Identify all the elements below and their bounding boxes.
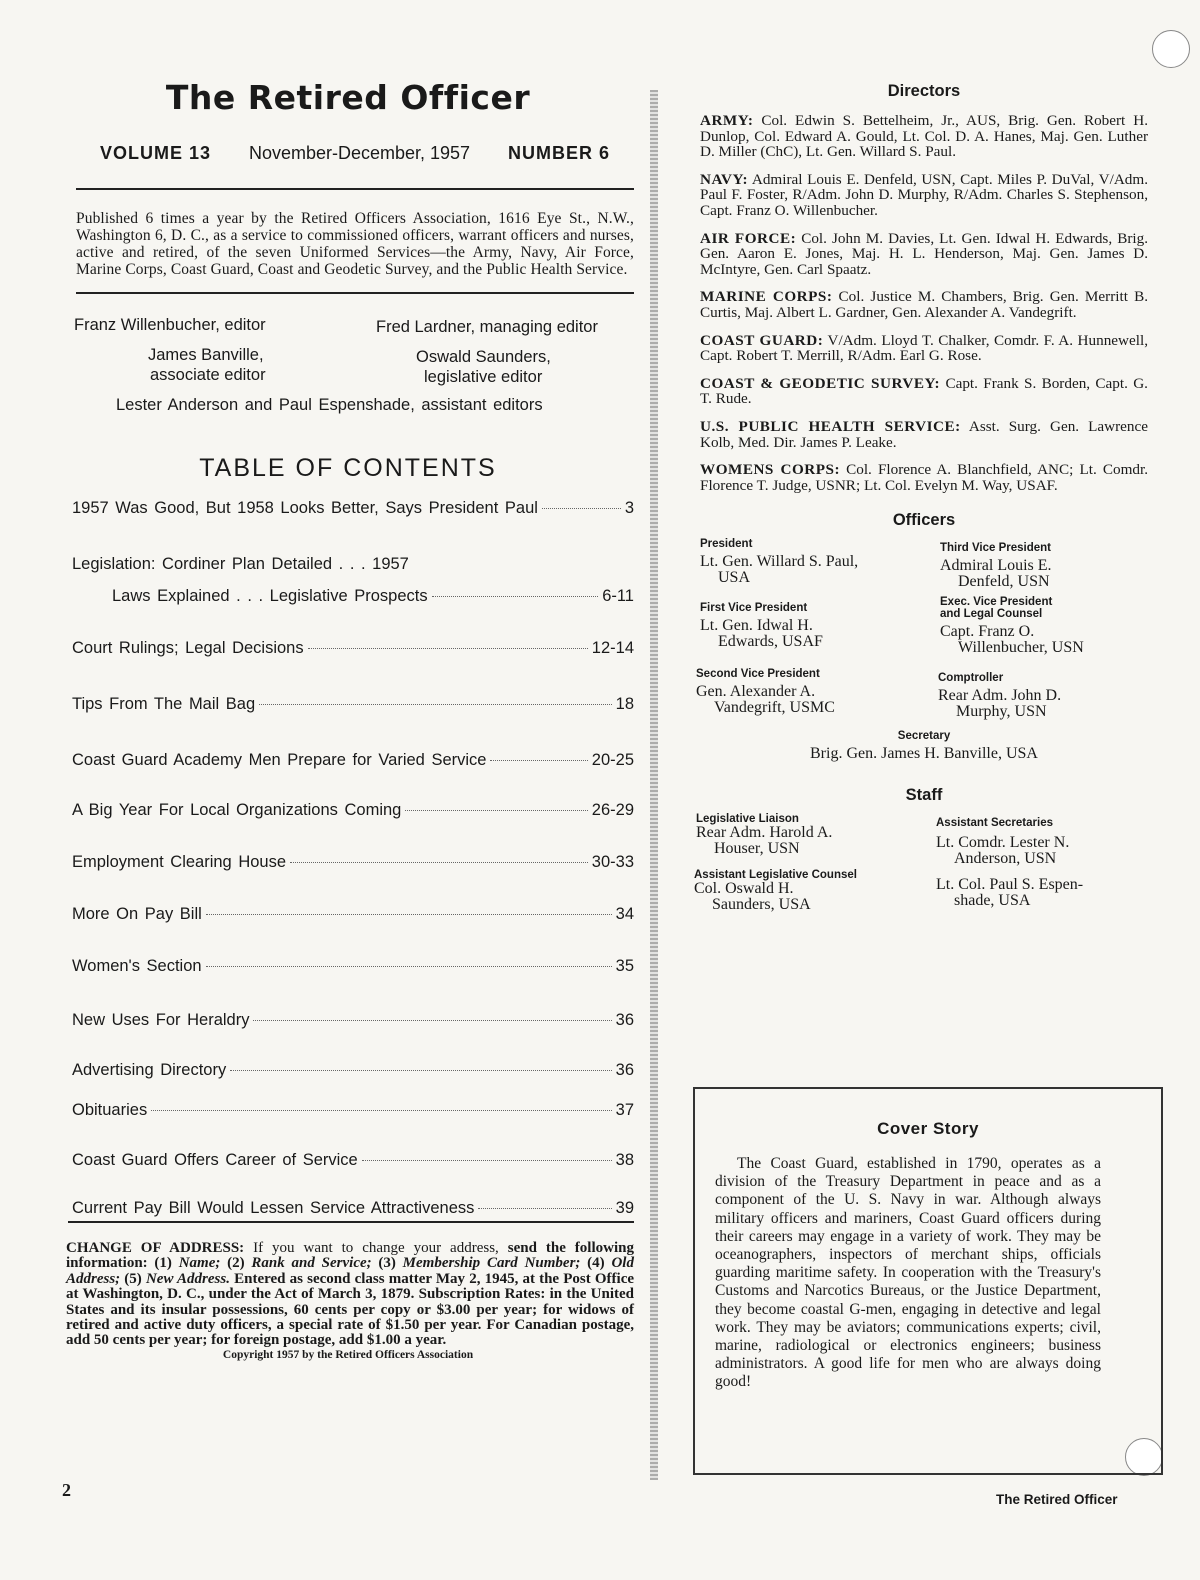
liaison-label: Legislative Liaison bbox=[696, 813, 799, 826]
toc-item-title: Laws Explained . . . Legislative Prospects bbox=[112, 587, 428, 605]
change-item: New Address. bbox=[145, 1270, 230, 1287]
change-text: (5) bbox=[120, 1270, 146, 1287]
toc-item-title: Coast Guard Offers Career of Service bbox=[72, 1151, 358, 1169]
legislative-editor-role: legislative editor bbox=[424, 368, 543, 386]
director-group-label: MARINE CORPS: bbox=[700, 288, 833, 306]
volume-line bbox=[100, 143, 610, 164]
director-group-names: Col. John M. Davies, Lt. Gen. Idwal H. Edwards, Brig. Gen. Aaron E. Jones, Maj. H. L. Henderson, Maj. Gen. James D. McIntyre, Gen. Carl Spaatz. bbox=[700, 229, 1148, 278]
toc-dot-leader bbox=[490, 760, 587, 761]
toc-item-page: 3 bbox=[624, 499, 634, 517]
toc-dot-leader bbox=[206, 914, 612, 915]
director-group-names: Col. Florence A. Blanchfield, ANC; Lt. Comdr. Florence T. Judge, USNR; Lt. Col. Evelyn M. Way, USAF. bbox=[700, 461, 1148, 494]
issue-date: November-December, 1957 bbox=[248, 143, 471, 163]
director-group-label: WOMENS CORPS: bbox=[700, 461, 841, 479]
third-vp-label: Third Vice President bbox=[940, 542, 1051, 555]
staff-block bbox=[694, 813, 1148, 923]
change-text: (2) bbox=[220, 1255, 252, 1272]
toc-item-title: A Big Year For Local Organizations Coming bbox=[72, 801, 402, 819]
toc-item bbox=[72, 695, 634, 714]
secretary-label: Secretary bbox=[897, 730, 951, 743]
publication-note: Published 6 times a year by the Retired Officers Association, 1616 Eye St., N.W., Washington 6, D. C., as a service to commissioned officers, warrant officers and nurses, active and retired, of the seven Uniformed Services—the Army, Navy, Air Force, Marine Corps, Coast Guard, Coast and Geodetic Survey, and the Public Health Service. bbox=[76, 210, 634, 278]
toc-item-page: 18 bbox=[615, 695, 634, 713]
director-group bbox=[700, 333, 1148, 364]
change-item: Name; bbox=[178, 1255, 221, 1272]
change-bold: send the following information: (1) bbox=[66, 1240, 634, 1272]
change-text: If you want to change your address, bbox=[244, 1240, 508, 1256]
director-group-names: Capt. Frank S. Borden, Capt. G. T. Rude. bbox=[700, 374, 1148, 408]
toc-item-title: 1957 Was Good, But 1958 Looks Better, Says President Paul bbox=[72, 499, 538, 517]
copyright: Copyright 1957 by the Retired Officers Association bbox=[222, 1348, 474, 1361]
director-group-label: AIR FORCE: bbox=[700, 229, 797, 247]
legislative-editor-name: Oswald Saunders, bbox=[416, 348, 551, 366]
director-group-names: Col. Edwin S. Bettelheim, Jr., AUS, Brig. Gen. Robert H. Dunlop, Col. Edward A. Gould, Lt. Col. D. A. Hanes, Maj. Gen. Luther D. Miller (ChC), Lt. Gen. Willard S. Paul. bbox=[700, 112, 1148, 161]
cover-story-box bbox=[693, 1087, 1163, 1475]
toc-dot-leader bbox=[290, 862, 588, 863]
asst-sec1-name: Lt. Comdr. Lester N. bbox=[936, 834, 1070, 852]
toc-item-title: More On Pay Bill bbox=[72, 905, 202, 923]
toc-dot-leader bbox=[432, 596, 599, 597]
liaison-name: Rear Adm. Harold A. bbox=[696, 824, 833, 842]
toc-item bbox=[72, 1101, 634, 1120]
asst-sec2-name: Lt. Col. Paul S. Espen- bbox=[936, 876, 1084, 894]
toc-item-title: Court Rulings; Legal Decisions bbox=[72, 639, 304, 657]
toc-item-title: Obituaries bbox=[72, 1101, 148, 1119]
president-branch: USA bbox=[718, 569, 751, 587]
associate-editor-name: James Banville, bbox=[148, 346, 264, 364]
footer-title: The Retired Officer bbox=[996, 1492, 1118, 1507]
toc-item-page: 38 bbox=[615, 1151, 634, 1169]
associate-editor-role: associate editor bbox=[150, 366, 266, 384]
change-text: (4) bbox=[580, 1255, 612, 1272]
page-number: 2 bbox=[62, 1480, 71, 1500]
asst-sec-label: Assistant Secretaries bbox=[936, 817, 1053, 830]
president-name: Lt. Gen. Willard S. Paul, bbox=[700, 553, 859, 571]
directors-list bbox=[700, 113, 1148, 493]
toc-item-page: 39 bbox=[615, 1199, 634, 1217]
toc-item-page: 12-14 bbox=[591, 639, 634, 657]
toc-dot-leader bbox=[478, 1208, 611, 1209]
issue-number: NUMBER 6 bbox=[507, 143, 610, 163]
director-group-label: NAVY: bbox=[700, 170, 749, 188]
toc-dot-leader bbox=[253, 1020, 611, 1021]
second-vp-label: Second Vice President bbox=[696, 668, 820, 681]
toc-item bbox=[72, 1011, 634, 1030]
change-lead: CHANGE OF ADDRESS: bbox=[66, 1240, 245, 1256]
toc-item-page: 36 bbox=[615, 1011, 634, 1029]
masthead-title: The Retired Officer bbox=[165, 78, 531, 117]
exec-vp-label2: and Legal Counsel bbox=[940, 608, 1043, 621]
toc-item bbox=[72, 555, 634, 574]
column-separator bbox=[650, 90, 658, 1480]
first-vp-name2: Edwards, USAF bbox=[718, 633, 823, 651]
toc-item bbox=[72, 1061, 634, 1080]
managing-editor: Fred Lardner, managing editor bbox=[376, 318, 598, 336]
third-vp-name: Admiral Louis E. bbox=[940, 557, 1052, 575]
toc-dot-leader bbox=[405, 810, 587, 811]
right-column bbox=[694, 82, 1148, 923]
director-group-names: V/Adm. Lloyd T. Chalker, Comdr. F. A. Hunnewell, Capt. Robert T. Merrill, R/Adm. Earl G. Rose. bbox=[700, 331, 1148, 365]
counsel-name2: Saunders, USA bbox=[712, 896, 811, 914]
director-group bbox=[700, 172, 1148, 219]
comptroller-name2: Murphy, USN bbox=[956, 703, 1047, 721]
director-group-label: COAST & GEODETIC SURVEY: bbox=[700, 374, 941, 392]
divider bbox=[76, 188, 634, 190]
exec-vp-label: Exec. Vice President bbox=[940, 596, 1053, 609]
toc-item-title: Legislation: Cordiner Plan Detailed . . . 1957 bbox=[72, 555, 409, 573]
director-group-label: COAST GUARD: bbox=[700, 331, 824, 349]
change-of-address bbox=[66, 1241, 634, 1349]
change-item: Membership Card Number; bbox=[402, 1255, 581, 1272]
first-vp-name: Lt. Gen. Idwal H. bbox=[700, 617, 813, 635]
left-column bbox=[62, 70, 634, 1361]
counsel-label: Assistant Legislative Counsel bbox=[694, 869, 857, 882]
directors-heading: Directors bbox=[887, 82, 961, 100]
comptroller-name: Rear Adm. John D. bbox=[938, 687, 1062, 705]
director-group bbox=[700, 113, 1148, 160]
director-group bbox=[700, 419, 1148, 450]
toc-item-title: Employment Clearing House bbox=[72, 853, 287, 871]
change-text: (3) bbox=[371, 1255, 403, 1272]
binder-hole-top bbox=[1152, 30, 1190, 68]
liaison-name2: Houser, USN bbox=[714, 840, 800, 858]
toc-dot-leader bbox=[362, 1160, 612, 1161]
toc-item-title: Coast Guard Academy Men Prepare for Varied Service bbox=[72, 751, 487, 769]
toc-item bbox=[72, 1151, 634, 1170]
comptroller-label: Comptroller bbox=[938, 672, 1004, 685]
asst-sec1-name2: Anderson, USN bbox=[954, 850, 1057, 868]
table-of-contents bbox=[72, 499, 634, 1219]
toc-item bbox=[112, 587, 634, 606]
change-item: Old Address; bbox=[66, 1255, 634, 1287]
director-group-label: ARMY: bbox=[700, 112, 754, 129]
volume: VOLUME 13 bbox=[100, 143, 212, 163]
toc-item-page: 36 bbox=[615, 1061, 634, 1079]
officers-block bbox=[696, 538, 1148, 778]
exec-vp-name: Capt. Franz O. bbox=[940, 623, 1035, 641]
toc-item-page: 35 bbox=[615, 957, 634, 975]
second-vp-name2: Vandegrift, USMC bbox=[714, 699, 835, 717]
cover-story-heading: Cover Story bbox=[877, 1119, 979, 1138]
toc-dot-leader bbox=[259, 704, 612, 705]
toc-item-page: 6-11 bbox=[602, 587, 634, 605]
director-group-names: Col. Justice M. Chambers, Brig. Gen. Merritt B. Curtis, Maj. Albert L. Gardner, Gen. Alexander A. Vandegrift. bbox=[700, 288, 1148, 321]
director-group-label: U.S. PUBLIC HEALTH SERVICE: bbox=[700, 417, 961, 435]
toc-heading: TABLE OF CONTENTS bbox=[199, 454, 497, 482]
director-group bbox=[700, 289, 1148, 320]
change-item: Rank and Service; bbox=[251, 1255, 372, 1272]
toc-item bbox=[72, 853, 634, 872]
toc-item-page: 34 bbox=[615, 905, 634, 923]
asst-sec2-name2: shade, USA bbox=[954, 892, 1031, 910]
director-group bbox=[700, 462, 1148, 493]
first-vp-label: First Vice President bbox=[700, 602, 808, 615]
change-text: Entered as second class matter May 2, 1945, at the Post Office at Washington, D. C., under the Act of March 3, 1879. Subscription Rates: in the United States and its insular possessions, 60 cents per copy or $3.00 per year; for widows of retired and active duty officers, a special rate of $1.50 per year. For Canadian postage, add 50 cents per year; for foreign postage, add $1.00 a year. bbox=[66, 1270, 635, 1349]
toc-item bbox=[72, 905, 634, 924]
president-label: President bbox=[700, 538, 753, 551]
divider bbox=[76, 292, 634, 294]
toc-dot-leader bbox=[206, 966, 612, 967]
toc-item bbox=[72, 1199, 634, 1218]
toc-item-title: Women's Section bbox=[72, 957, 202, 975]
exec-vp-name2: Willenbucher, USN bbox=[958, 639, 1084, 657]
toc-dot-leader bbox=[230, 1070, 611, 1071]
director-group-names: Admiral Louis E. Denfeld, USN, Capt. Miles P. DuVal, V/Adm. Paul F. Foster, R/Adm. John D. Murphy, R/Adm. Charles S. Stephenson, Capt. Franz O. Willenbucher. bbox=[700, 170, 1148, 219]
cover-story-text: The Coast Guard, established in 1790, operates as a division of the Treasury Department in peace and as a component of the U. S. Navy in war. Although always military officers and mariners, Coast Guard officers during their careers may engage in a variety of work. They may be oceanographers, inspectors of merchant ships, officials guarding maritime safety. In cooperation with the Treasury's Customs and Narcotics Bureaus, or the Justice Department, they become coastal G-men, engaging in detective and legal work. They may be aviators; communications experts; civil, marine, radiological or electronics engineers; business administrators. A good life for men who are always doing good! bbox=[715, 1155, 1101, 1391]
toc-dot-leader bbox=[151, 1110, 611, 1111]
director-group bbox=[700, 376, 1148, 407]
toc-dot-leader bbox=[542, 508, 621, 509]
director-group-names: Asst. Surg. Gen. Lawrence Kolb, Med. Dir. James P. Leake. bbox=[700, 417, 1148, 451]
editor: Franz Willenbucher, editor bbox=[74, 316, 266, 334]
toc-dot-leader bbox=[308, 648, 588, 649]
second-vp-name: Gen. Alexander A. bbox=[696, 683, 816, 701]
toc-item bbox=[72, 751, 634, 770]
toc-item bbox=[72, 499, 634, 518]
toc-item-page: 26-29 bbox=[591, 801, 634, 819]
staff-heading: Staff bbox=[905, 786, 943, 805]
toc-item-title: Tips From The Mail Bag bbox=[72, 695, 256, 713]
toc-item bbox=[72, 957, 634, 976]
director-group bbox=[700, 231, 1148, 278]
counsel-name: Col. Oswald H. bbox=[694, 880, 794, 898]
secretary-name: Brig. Gen. James H. Banville, USA bbox=[810, 745, 1038, 763]
third-vp-name2: Denfeld, USN bbox=[958, 573, 1050, 591]
editors-block bbox=[62, 316, 634, 428]
assistant-editors: Lester Anderson and Paul Espenshade, assistant editors bbox=[116, 396, 543, 414]
toc-item-title: Advertising Directory bbox=[72, 1061, 227, 1079]
officers-heading: Officers bbox=[892, 511, 956, 530]
divider bbox=[68, 1221, 634, 1223]
toc-item-page: 20-25 bbox=[591, 751, 634, 769]
toc-item-title: Current Pay Bill Would Lessen Service Attractiveness bbox=[72, 1199, 475, 1217]
toc-item bbox=[72, 801, 634, 820]
toc-item bbox=[72, 639, 634, 658]
toc-item-title: New Uses For Heraldry bbox=[72, 1011, 250, 1029]
toc-item-page: 30-33 bbox=[591, 853, 634, 871]
toc-item-page: 37 bbox=[615, 1101, 634, 1119]
